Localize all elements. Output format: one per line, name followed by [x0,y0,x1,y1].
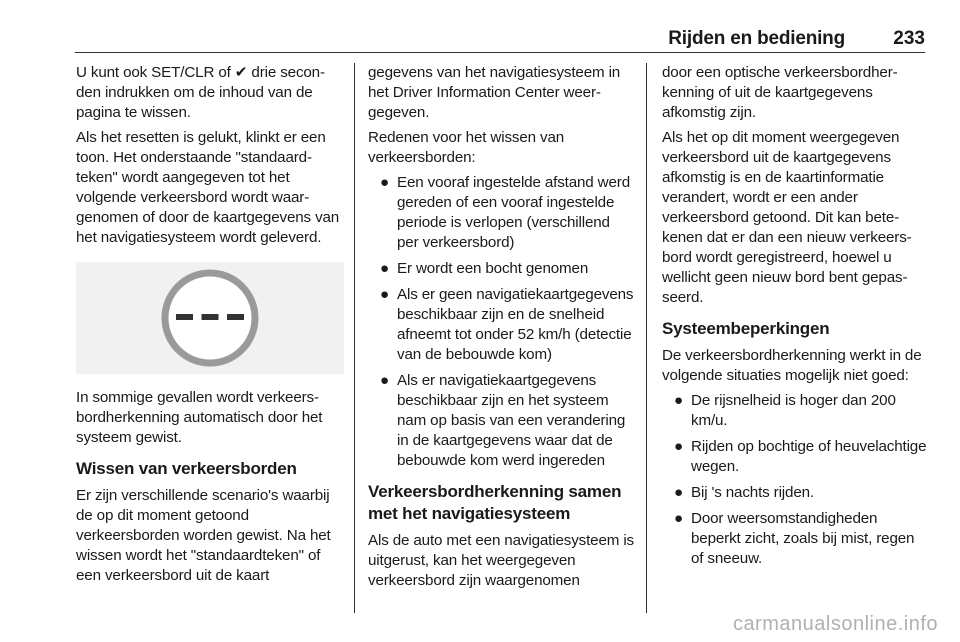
list-item: ● Als er navigatiekaartgegevens beschikbaar zijn en het systeem nam op basis van een verandering in de kaartgegevens waar dat de bebouwde kom werd ingereden [380,372,626,469]
bullet-icon: ● [380,174,390,191]
list-item: ● Er wordt een bocht genomen [380,260,589,277]
paragraph: Als het resetten is gelukt, klinkt er een toon. Het onderstaande "standaardteken" wordt aangegeven tot het volgende verkeersbord wordt waargenomen of door de kaartgegevens van het navigatiesysteem wordt geleverd. [76,129,340,246]
list-item: ● Een vooraf ingestelde afstand werd gereden of een vooraf ingestelde periode is verlopen (verschillend per verkeersbord) [380,174,630,251]
column-divider-1 [354,63,355,613]
paragraph: Als de auto met een navigatiesysteem is uitgerust, kan het weergegeven verkeersbord zijn waargenomen [368,532,634,589]
page-number: 233 [893,28,925,49]
section-heading: Systeembeperkingen [662,319,830,338]
list-item: ● Bij 's nachts rijden. [674,484,814,501]
bullet-icon: ● [380,372,390,389]
standard-sign-figure [76,262,344,374]
paragraph: gegevens van het navigatiesysteem in het Driver Information Center weergegeven. [368,64,621,121]
list-item: ● Door weersomstandigheden beperkt zicht, zoals bij mist, regen of sneeuw. [674,510,915,567]
column-divider-2 [646,63,647,613]
paragraph: Als het op dit moment weergegeven verkeersbord uit de kaartgegevens afkomstig is en de kaartinformatie verandert, wordt er een ander verkeersbord getoond. Dit kan betekenen dat er dan een nieuw verkeersbord wordt geregistreerd, hoewel u wellicht geen nieuw bord bent gepasseerd. [662,129,912,306]
paragraph: Redenen voor het wissen van verkeersborden: [368,129,565,166]
chapter-title: Rijden en bediening [668,28,845,49]
list-item: ● Rijden op bochtige of heuvelachtige wegen. [674,438,927,475]
section-heading: Wissen van verkeersborden [76,459,297,478]
bullet-icon: ● [380,260,390,277]
column-1 [76,63,344,591]
bullet-icon: ● [674,510,684,527]
section-heading: Verkeersbordherkenning samen met het navigatiesysteem [368,482,622,523]
watermark-text: carmanualsonline.info [732,613,938,635]
list-item: ● Als er geen navigatiekaartgegevens beschikbaar zijn en de snelheid afneemt tot onder 52 km/h (detectie van de bebouwde kom) [380,286,634,363]
paragraph: De verkeersbordherkenning werkt in de volgende situaties mogelijk niet goed: [662,347,922,384]
bullet-icon: ● [674,392,684,409]
limitations-list [662,391,928,569]
paragraph: In sommige gevallen wordt verkeersbordherkenning automatisch door het systeem gewist. [76,389,323,446]
paragraph: door een optische verkeersbordherkenning of uit de kaartgegevens afkomstig zijn. [662,64,898,121]
bullet-icon: ● [380,286,390,303]
list-item: ● De rijsnelheid is hoger dan 200 km/u. [674,392,896,429]
standard-sign-icon [76,262,344,374]
paragraph: U kunt ook SET/CLR of ✔ drie seconden indrukken om de inhoud van de pagina te wissen. [76,64,326,121]
reasons-list [368,173,634,471]
paragraph: Er zijn verschillende scenario's waarbij de op dit moment getoond verkeersborden worden gewist. Na het wissen wordt het "standaardteken" of een verkeersbord uit de kaart [76,487,331,584]
bullet-icon: ● [674,438,684,455]
bullet-icon: ● [674,484,684,501]
page-header [75,22,925,53]
column-2 [368,63,634,596]
column-3 [662,63,928,575]
